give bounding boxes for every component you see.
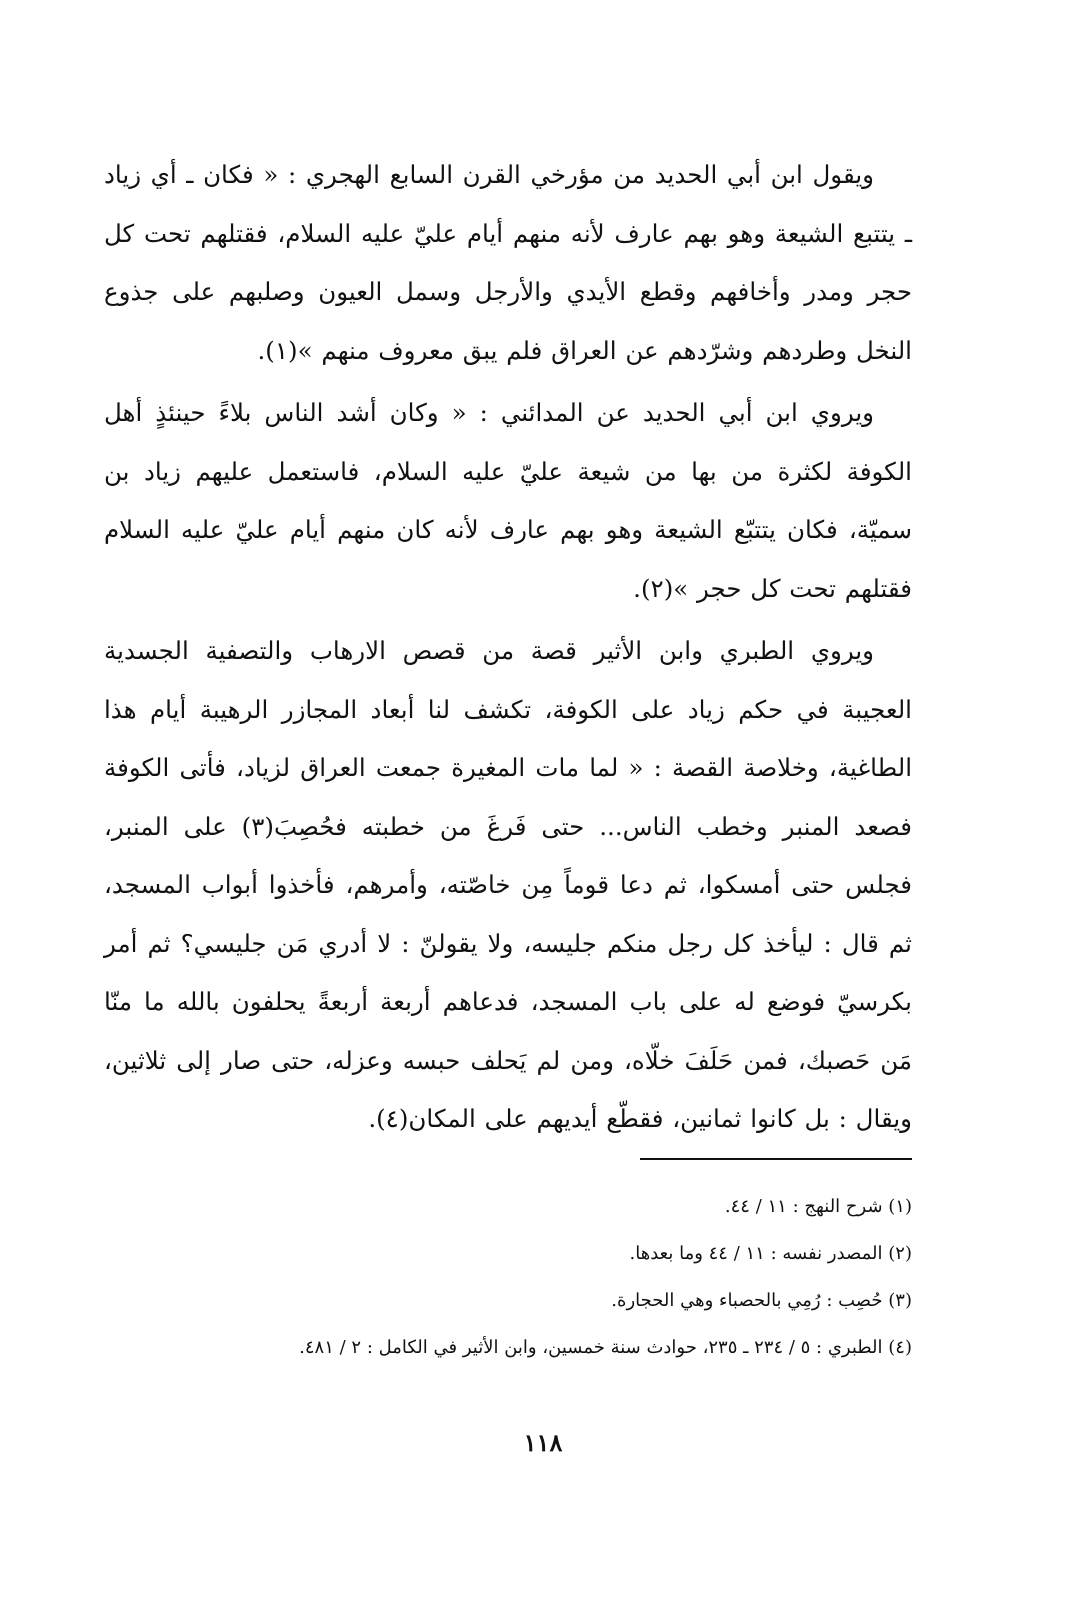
footnote-2: (٢) المصدر نفسه : ١١ / ٤٤ وما بعدها. — [629, 1243, 912, 1264]
footnote-1: (١) شرح النهج : ١١ / ٤٤. — [724, 1196, 912, 1217]
footnote-3: (٣) حُصِب : رُمِي بالحصباء وهي الحجارة. — [611, 1290, 912, 1311]
footnotes — [104, 1183, 912, 1371]
paragraph-tabari-ibn-athir: ويروي الطبري وابن الأثير قصة من قصص الارهاب والتصفية الجسدية العجيبة في حكم زياد على الكوفة، تكشف لنا أبعاد المجازر الرهيبة أيام هذا الطاغية، وخلاصة القصة : « لما مات المغيرة جمعت العراق لزياد، فأتى الكوفة فصعد المنبر وخطب الناس... حتى فَرغَ من خطبته فحُصِبَ(٣) على المنبر، فجلس حتى أمسكوا، ثم دعا قوماً مِن خاصّته، وأمرهم، فأخذوا أبواب المسجد، ثم قال : ليأخذ كل رجل منكم جليسه، ولا يقولنّ : لا أدري مَن جليسي؟ ثم أمر بكرسيّ فوضع له على باب المسجد، فدعاهم أربعة أربعةً يحلفون بالله ما منّا مَن حَصبك، فمن حَلَفَ خلّاه، ومن لم يَحلف حبسه وعزله، حتى صار إلى ثلاثين، ويقال : بل كانوا ثمانين، فقطّع أيديهم على المكان(٤). — [104, 636, 912, 1133]
page-number: ١١٨ — [523, 1428, 563, 1457]
footnote-4: (٤) الطبري : ٥ / ٢٣٤ ـ ٢٣٥، حوادث سنة خمسين، وابن الأثير في الكامل : ٢ / ٤٨١. — [299, 1337, 912, 1358]
main-text — [104, 146, 912, 1153]
paragraph-al-madaini: ويروي ابن أبي الحديد عن المدائني : « وكان أشد الناس بلاءً حينئذٍ أهل الكوفة لكثرة من بها من شيعة عليّ عليه السلام، فاستعمل عليهم زياد بن سميّة، فكان يتتبّع الشيعة وهو بهم عارف لأنه كان منهم أيام عليّ عليه السلام فقتلهم تحت كل حجر »(٢). — [104, 398, 912, 603]
paragraph-ibn-abi-al-hadid: ويقول ابن أبي الحديد من مؤرخي القرن السابع الهجري : « فكان ـ أي زياد ـ يتتبع الشيعة وهو بهم عارف لأنه منهم أيام عليّ عليه السلام، فقتلهم تحت كل حجر ومدر وأخافهم وقطع الأيدي والأرجل وسمل العيون وصلبهم على جذوع النخل وطردهم وشرّدهم عن العراق فلم يبق معروف منهم »(١). — [104, 160, 912, 365]
footnote-separator — [640, 1158, 912, 1160]
